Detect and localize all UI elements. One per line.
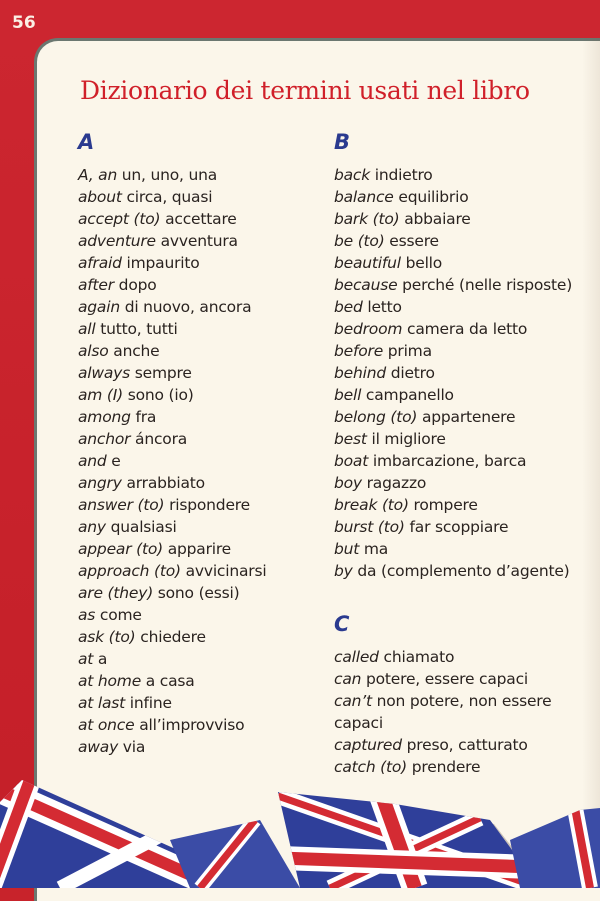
italian-translation: all’improvviso [134, 716, 245, 734]
dictionary-entry [78, 428, 266, 450]
section-letter-b: B [334, 130, 351, 154]
dictionary-entry [78, 714, 266, 736]
italian-translation: a [93, 650, 108, 668]
dictionary-entry [78, 252, 266, 274]
english-term: away [78, 738, 119, 756]
italian-translation: apparire [162, 540, 232, 558]
italian-translation: non potere, non essere [371, 692, 552, 710]
english-term: accept (to) [78, 210, 161, 228]
dictionary-entry [334, 516, 572, 538]
dictionary-entry [78, 494, 266, 516]
dictionary-entry [78, 318, 266, 340]
english-term: can’t [334, 692, 372, 710]
italian-translation: tutto, tutti [95, 320, 178, 338]
italian-translation: camera da letto [402, 320, 528, 338]
page-number: 56 [12, 13, 36, 33]
section-letter-c: C [334, 612, 350, 636]
dictionary-entry [78, 516, 266, 538]
english-term: boy [334, 474, 362, 492]
dictionary-entry [78, 208, 266, 230]
dictionary-entry [78, 274, 266, 296]
dictionary-entry [334, 164, 572, 186]
dictionary-entry [78, 626, 266, 648]
english-term: among [78, 408, 131, 426]
dictionary-entry [78, 472, 266, 494]
dictionary-entry [78, 230, 266, 252]
italian-translation: prendere [407, 758, 481, 776]
italian-translation: un, uno, una [117, 166, 218, 184]
dictionary-entry [78, 604, 266, 626]
italian-translation: áncora [130, 430, 188, 448]
italian-translation: capaci [334, 714, 383, 732]
english-term: all [78, 320, 96, 338]
italian-translation: e [106, 452, 121, 470]
english-term: are (they) [78, 584, 154, 602]
italian-translation: impaurito [121, 254, 200, 272]
english-term: beautiful [334, 254, 401, 272]
english-term: about [78, 188, 122, 206]
dictionary-entry [334, 340, 572, 362]
dictionary-entry [78, 406, 266, 428]
english-term: any [78, 518, 106, 536]
italian-translation: arrabbiato [121, 474, 205, 492]
english-term: best [334, 430, 367, 448]
english-term: anchor [78, 430, 131, 448]
english-term: burst (to) [334, 518, 405, 536]
dictionary-entry [334, 274, 572, 296]
italian-translation: preso, catturato [401, 736, 528, 754]
english-term: called [334, 648, 379, 666]
italian-translation: fra [130, 408, 157, 426]
italian-translation: prima [383, 342, 432, 360]
english-term: afraid [78, 254, 122, 272]
english-term: behind [334, 364, 386, 382]
english-term: always [78, 364, 131, 382]
english-term: break (to) [334, 496, 409, 514]
dictionary-entry [78, 538, 266, 560]
dictionary-entry [334, 384, 572, 406]
dictionary-entry [78, 362, 266, 384]
dictionary-entry [334, 472, 572, 494]
italian-translation: sono (io) [123, 386, 194, 404]
english-term: bedroom [334, 320, 403, 338]
dictionary-entry [334, 406, 572, 428]
italian-translation: indietro [370, 166, 433, 184]
italian-translation: da (complemento d’agente) [352, 562, 570, 580]
italian-translation: potere, essere capaci [361, 670, 529, 688]
english-term: ask (to) [78, 628, 136, 646]
dictionary-entry [334, 538, 572, 560]
dictionary-entry [334, 734, 551, 756]
dictionary-entry [78, 692, 266, 714]
dictionary-entry [334, 362, 572, 384]
dictionary-entry [334, 208, 572, 230]
english-term: captured [334, 736, 402, 754]
dictionary-entry [78, 736, 266, 758]
dictionary-entry [334, 252, 572, 274]
english-term: after [78, 276, 114, 294]
italian-translation: come [95, 606, 142, 624]
italian-translation: il migliore [366, 430, 446, 448]
english-term: angry [78, 474, 122, 492]
italian-translation: qualsiasi [105, 518, 177, 536]
italian-translation: bello [400, 254, 443, 272]
english-term: but [334, 540, 360, 558]
english-term: back [334, 166, 371, 184]
italian-translation: rompere [408, 496, 478, 514]
dictionary-entry [334, 668, 551, 690]
dictionary-entry [334, 756, 551, 778]
italian-translation: avventura [155, 232, 238, 250]
page-title: Dizionario dei termini usati nel libro [80, 76, 530, 105]
english-term: belong (to) [334, 408, 418, 426]
italian-translation: perché (nelle risposte) [397, 276, 573, 294]
italian-translation: circa, quasi [121, 188, 213, 206]
italian-translation: anche [108, 342, 160, 360]
italian-translation: via [118, 738, 146, 756]
dictionary-entry [78, 384, 266, 406]
italian-translation: campanello [361, 386, 454, 404]
english-term: also [78, 342, 109, 360]
italian-translation: dopo [113, 276, 157, 294]
italian-translation: imbarcazione, barca [368, 452, 527, 470]
english-term: and [78, 452, 107, 470]
dictionary-entry [78, 296, 266, 318]
dictionary-entry [334, 494, 572, 516]
english-term: at home [78, 672, 142, 690]
dictionary-entry [78, 648, 266, 670]
english-term: boat [334, 452, 369, 470]
dictionary-entry [334, 690, 551, 712]
dictionary-entry [78, 582, 266, 604]
english-term: adventure [78, 232, 156, 250]
english-term: at once [78, 716, 135, 734]
italian-translation: essere [384, 232, 439, 250]
section-c-list [334, 646, 551, 778]
english-term: again [78, 298, 120, 316]
italian-translation: a casa [141, 672, 195, 690]
italian-translation: sempre [130, 364, 192, 382]
italian-translation: dietro [385, 364, 435, 382]
italian-translation: sono (essi) [153, 584, 240, 602]
dictionary-entry [334, 230, 572, 252]
english-term: answer (to) [78, 496, 165, 514]
english-term: catch (to) [334, 758, 408, 776]
dictionary-entry [78, 186, 266, 208]
dictionary-entry [334, 450, 572, 472]
italian-translation: ma [359, 540, 389, 558]
dictionary-entry [78, 560, 266, 582]
dictionary-entry [334, 560, 572, 582]
english-term: bell [334, 386, 362, 404]
italian-translation: avvicinarsi [180, 562, 267, 580]
italian-translation: ragazzo [361, 474, 427, 492]
italian-translation: di nuovo, ancora [119, 298, 252, 316]
italian-translation: infine [125, 694, 172, 712]
italian-translation: accettare [160, 210, 237, 228]
english-term: be (to) [334, 232, 385, 250]
english-term: balance [334, 188, 394, 206]
english-term: am (I) [78, 386, 123, 404]
dictionary-entry [78, 670, 266, 692]
dictionary-entry [78, 340, 266, 362]
dictionary-entry [334, 712, 551, 734]
english-term: bed [334, 298, 363, 316]
english-term: at [78, 650, 94, 668]
flag-center [270, 780, 560, 888]
dictionary-entry [78, 450, 266, 472]
english-term: approach (to) [78, 562, 181, 580]
english-term: at last [78, 694, 126, 712]
dictionary-entry [334, 318, 572, 340]
english-term: can [334, 670, 362, 688]
english-term: as [78, 606, 96, 624]
english-term: because [334, 276, 398, 294]
dictionary-entry [78, 164, 266, 186]
italian-translation: chiamato [378, 648, 455, 666]
section-b-list [334, 164, 572, 582]
english-term: before [334, 342, 384, 360]
english-term: bark (to) [334, 210, 400, 228]
italian-translation: appartenere [417, 408, 516, 426]
italian-translation: equilibrio [393, 188, 469, 206]
italian-translation: abbaiare [399, 210, 471, 228]
english-term: by [334, 562, 353, 580]
dictionary-entry [334, 428, 572, 450]
dictionary-entry [334, 646, 551, 668]
italian-translation: rispondere [164, 496, 250, 514]
english-term: appear (to) [78, 540, 163, 558]
italian-translation: far scoppiare [404, 518, 509, 536]
section-letter-a: A [78, 130, 95, 154]
section-a-list [78, 164, 266, 758]
italian-translation: chiedere [135, 628, 206, 646]
english-term: A, an [78, 166, 118, 184]
italian-translation: letto [362, 298, 402, 316]
union-jack-flags-decoration [0, 780, 600, 888]
dictionary-entry [334, 296, 572, 318]
dictionary-entry [334, 186, 572, 208]
